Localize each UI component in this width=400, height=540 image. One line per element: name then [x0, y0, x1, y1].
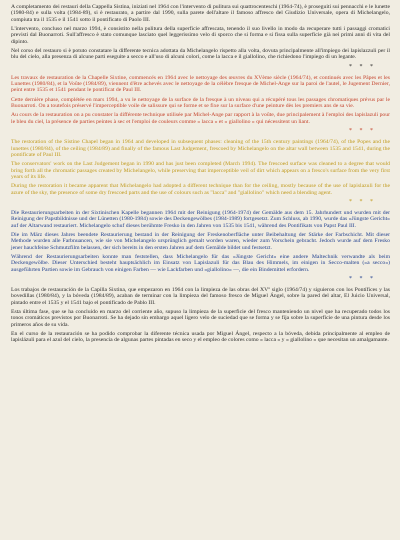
section-english	[11, 139, 390, 196]
paragraph: The restoration of the Sistine Chapel began in 1964 and developed in subsequent phases: cleaning of the 15th century paintings (1964/74), of the Popes and the lunettes (1980/84), of the ceiling (1984/89) and finally of the famous Last Judgement, frescoed by Michelangelo on the altar wall between 1535 and 1541, during the pontificate of Paul III.	[11, 139, 390, 158]
paragraph: Cette dernière phase, complétée en mars 1994, a vu le nettoyage de la surface de la fresque à un niveau qui a récupéré tous les passages chromatiques prévus par le Buonarroti. On a toutefois préservé l'imperceptible voile de salissure qui se forme et se fixe sur la surface d'une peinture dès les premiers ans de sa vie.	[11, 96, 390, 110]
paragraph: The conservators' work on the Last Judgement began in 1990 and has just been completed (March 1994). The frescoed surface was cleaned to a degree that would bring forth all the chromatic passages created by Michelangelo, while preserving that imperceptible veil of dirt which appears on a fresco's surface from the very first years of its life.	[11, 161, 390, 180]
paragraph: During the restoration it became apparent that Michelangelo had adopted a different technique than for the ceiling, mostly because of the use of lapislazuli for the azure of the sky, the presence of some dry frescoed parts and the use of colours such as "lacca" and "giallolino" which need a blending agent.	[11, 183, 390, 196]
section-german	[11, 210, 390, 273]
section-french	[11, 75, 390, 125]
paragraph: Die im März dieses Jahres beendete Restaurierung bestand in der Reinigung der Freskenoberfläche unter Beibehaltung der Stärke der Farbschicht. Mit dieser Methode wurden alle Farbnuancen, wie sie von Michelangelo ursprünglich gemalt worden waren, wieder zum Vorschein gebracht. Jedoch wurde auf dem Fresko jener hauchfeine Schmutzfilm belassen, der sich bereits in den ersten Jahren auf dem Gemälde bildet und festsetzt.	[11, 231, 390, 251]
paragraph: A completamento dei restauri della Cappella Sistina, iniziati nel 1964 con l'intervento di pulitura sui quattrocenteschi (1964-74), è proseguiti sui pennacchi e le lunette (1980-84) e sulla volta (1984-89), si è restaurato, a partire dal 1990, sulla parete dell'altare il famoso affresco del Giudizio Universale, opera di Michelangelo, compiuta tra il 1535 e il 1541 sotto il pontificato di Paolo III.	[11, 4, 390, 23]
section-separator: * * *	[349, 198, 376, 205]
section-separator: * * *	[349, 63, 376, 70]
section-spanish	[11, 287, 390, 344]
section-separator: * * *	[349, 128, 376, 135]
paragraph: En el curso de la restauración se ha podido comprobar la diferente técnica usada por Miguel Ángel, respecto a la bóveda, debida principalmente al empleo de lapislázuli para el azul del cielo, la presencia de algunas partes pintadas en seco y el empleo de colores como « lacca » y « giallolino » que necesitan un amalgamante.	[11, 331, 390, 344]
paragraph: Nel corso del restauro si è potuto constatare la differente tecnica adottata da Michelangelo rispetto alla volta, dovuta principalmente all'impiego dei lapislazzuli per il blu del cielo, alla presenza di alcune parti eseguite a secco e all'uso di alcuni colori, come la lacca e il giallolino, che richiedono l'impiego di un legante.	[11, 48, 390, 61]
section-italian	[11, 4, 390, 61]
paragraph: Au cours de la restauration on a pu constater la différente technique utilisée par Michel-Ange par rapport à la voûte, due principalement à l'emploi des lapislazuli pour le bleu du ciel, la présence de parties peintes à sec et l'emploi de couleurs comme « lacca » et « giallolino » qui nécessitent un liant.	[11, 112, 390, 125]
paragraph: L'intervento, concluso nel marzo 1994, è consistito nella pulitura della superficie affrescata, tenendo il suo livello in modo da recuperare tutti i passaggi cromatici previsti dal Buonarroti. Sull'affresco è stato comunque lasciato quel leggerissimo velo di sporco che si forma e si fissa sulla superficie già nei primi anni di vita del dipinto.	[11, 26, 390, 45]
paragraph: Während der Restaurierungsarbeiten konnte man feststellen, dass Michelangelo für das «Jüngste Gericht» eine andere Maltechnik verwandte als beim Deckengewölbe. Dieser Unterschied besteht hauptsächlich im Einsatz von Lapislazuli für das Blau des Himmels, im einigen in Secco-malten (»a secco«) ausgeführten Partien sowie im Gebrauch von einigen Farben — wie Lackfarben und «giallolino» —, die ein Bindemittel erfordern.	[11, 253, 390, 273]
paragraph: Les travaux de restauration de la Chapelle Sixtine, commencés en 1964 avec le nettoyage des œuvres du XVème siècle (1964/74), et continués avec les Pâpes et les Lunettes (1980/84), et la Voûte (1984/89), viennent d'être achevés avec le nettoyage de la célèbre fresque de Michel-Ange sur la paroi de l'autel, le Jugement Dernier, peint entre 1535 et 1541 pendant le pontificat de Paul III.	[11, 74, 390, 94]
section-separator: * * *	[349, 276, 376, 282]
paragraph: Esta última fase, que se ha concluido en marzo del corriente año, supuso la limpieza de la superficie del fresco manteniendo un nivel que ha recuperado todos los tonos cromáticos previstos por Buonarroti. Se ha dejado sin embargo aquel ligero velo de suciedad que se forma y se fija sobre la superficie de una pintura desde los primeros años de su vida.	[11, 309, 390, 328]
paragraph: Die Restaurierungsarbeiten in der Sixtinischen Kapelle begannen 1964 mit der Reinigung (1964-1974) der Gemälde aus dem 15. Jahrhundert und wurden mit der Reinigung der Papstbildnisse und der Lünetten (1980-1984) sowie des Deckengewölbes (1984-1989) fortgesetzt. Zum Schluss, ab 1990, wurde das «Jüngste Gericht» auf der Altarwand restauriert. Michelangelo schuf dieses berühmte Fresko in den Jahren von 1535 bis 1541, während des Pontifikats von Papst Paul III.	[11, 209, 390, 229]
paragraph: Los trabajos de restauración de la Capilla Sixtina, que empezaron en 1964 con la limpieza de las obras del XVº siglo (1964/74) y siguieron con los Pontífices y las bovedillas (1980/84), y la bóveda (1984/89), acaban de terminar con la limpieza del famoso fresco de Miguel Ángel, sobre la pared del altar, El Juicio Universal, pintado entre el 1535 y el 1541 bajo el pontificado de Pablo III.	[11, 287, 390, 306]
